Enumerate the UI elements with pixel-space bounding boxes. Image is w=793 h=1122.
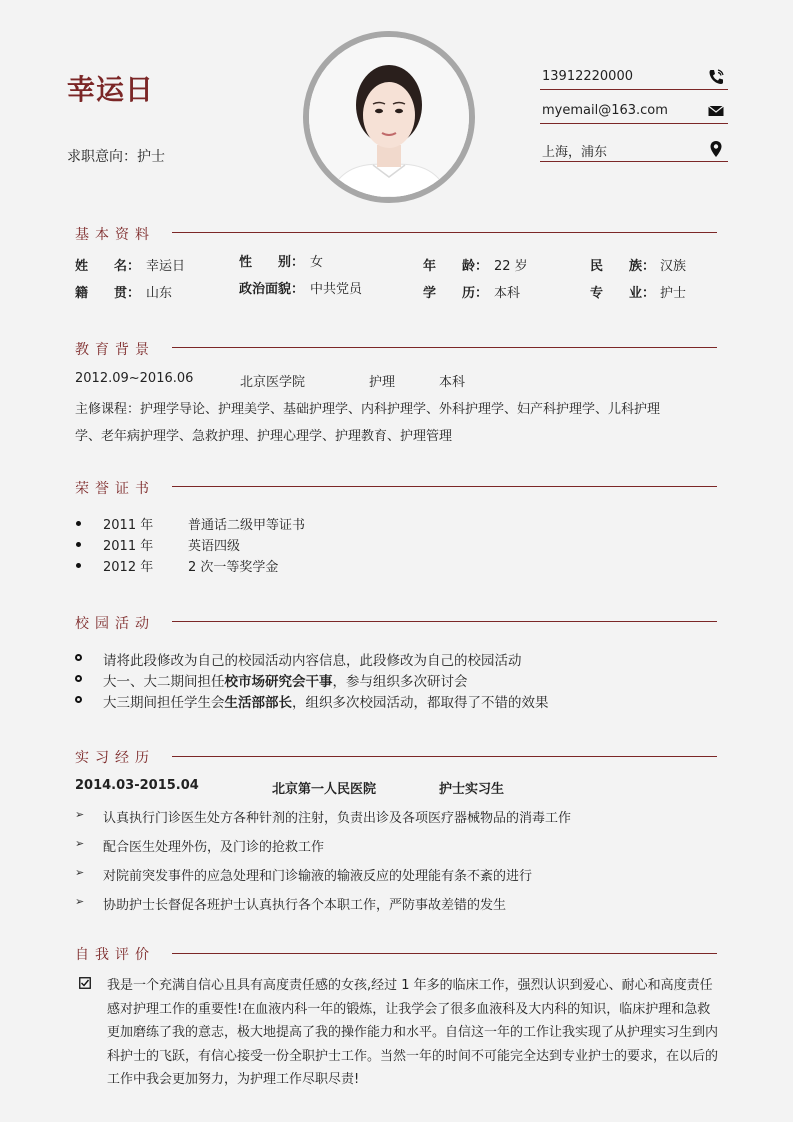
campus-item bbox=[103, 670, 468, 690]
arrow-bullet-icon: ➢ bbox=[75, 895, 85, 908]
campus-item-text: 大一、大二期间担任 bbox=[103, 674, 225, 690]
contact-email bbox=[540, 100, 728, 124]
section-divider bbox=[172, 953, 717, 954]
honor-year: 2011 年 bbox=[103, 539, 154, 554]
label-age: 年 龄： bbox=[423, 259, 489, 274]
honor-year: 2011 年 bbox=[103, 518, 154, 533]
section-divider bbox=[172, 621, 717, 622]
campus-item-text: ，组织多次校园活动，都取得了不错的效果 bbox=[292, 695, 549, 711]
section-divider bbox=[172, 486, 717, 487]
arrow-bullet-icon: ➢ bbox=[75, 837, 85, 850]
job-intent: 求职意向：护士 bbox=[67, 149, 165, 165]
bullet-ring bbox=[75, 696, 82, 703]
section-title-honors: 荣誉证书 bbox=[75, 481, 155, 497]
campus-item bbox=[103, 691, 549, 711]
label-hometown: 籍 贯： bbox=[75, 286, 141, 301]
bullet-ring bbox=[75, 675, 82, 682]
label-ethnicity: 民 族： bbox=[590, 259, 656, 274]
education-period: 2012.09~2016.06 bbox=[75, 371, 194, 386]
section-title-campus: 校园活动 bbox=[75, 616, 155, 632]
bullet-dot bbox=[76, 542, 81, 547]
section-title-education: 教育背景 bbox=[75, 342, 155, 358]
mail-icon bbox=[707, 102, 725, 120]
location-text: 上海，浦东 bbox=[542, 145, 608, 160]
honor-year: 2012 年 bbox=[103, 560, 154, 575]
honor-name: 英语四级 bbox=[188, 539, 241, 554]
value-hometown: 山东 bbox=[146, 286, 173, 301]
honor-name: 普通话二级甲等证书 bbox=[188, 518, 306, 533]
value-major: 护士 bbox=[660, 286, 687, 301]
honor-name: 2 次一等奖学金 bbox=[188, 560, 279, 575]
campus-item-text: ，参与组织多次研讨会 bbox=[332, 674, 468, 690]
value-age: 22 岁 bbox=[494, 259, 528, 274]
section-title-basic: 基本资料 bbox=[75, 227, 155, 243]
internship-item: 对院前突发事件的应急处理和门诊输液的输液反应的处理能有条不紊的进行 bbox=[103, 869, 533, 884]
email-address: myemail@163.com bbox=[542, 103, 668, 118]
section-divider bbox=[172, 347, 717, 348]
section-divider bbox=[172, 232, 717, 233]
internship-item: 认真执行门诊医生处方各种针剂的注射，负责出诊及各项医疗器械物品的消毒工作 bbox=[103, 811, 572, 826]
courses-line: 学、老年病护理学、急救护理、护理心理学、护理教育、护理管理 bbox=[75, 429, 453, 444]
location-pin-icon bbox=[707, 140, 725, 158]
bullet-dot bbox=[76, 521, 81, 526]
section-title-self: 自我评价 bbox=[75, 947, 155, 963]
internship-period: 2014.03-2015.04 bbox=[75, 778, 199, 793]
value-name: 幸运日 bbox=[146, 259, 186, 274]
education-degree: 本科 bbox=[439, 375, 466, 390]
candidate-name: 幸运日 bbox=[67, 73, 155, 106]
label-political: 政治面貌： bbox=[239, 282, 305, 297]
phone-number: 13912220000 bbox=[542, 69, 633, 84]
campus-item-highlight: 生活部部长 bbox=[224, 695, 292, 711]
profile-photo bbox=[303, 31, 475, 203]
campus-item-text: 大三期间担任学生会 bbox=[103, 695, 225, 711]
contact-phone bbox=[540, 66, 728, 90]
contact-location bbox=[540, 138, 728, 162]
bullet-ring bbox=[75, 654, 82, 661]
label-name: 姓 名： bbox=[75, 259, 141, 274]
section-divider bbox=[172, 756, 717, 757]
internship-item: 配合医生处理外伤，及门诊的抢救工作 bbox=[103, 840, 325, 855]
internship-company: 北京第一人民医院 bbox=[272, 782, 377, 797]
label-education: 学 历： bbox=[423, 286, 489, 301]
courses-line: 主修课程：护理学导论、护理美学、基础护理学、内科护理学、外科护理学、妇产科护理学、儿科护理 bbox=[75, 402, 661, 417]
value-ethnicity: 汉族 bbox=[660, 259, 687, 274]
arrow-bullet-icon: ➢ bbox=[75, 866, 85, 879]
value-gender: 女 bbox=[310, 255, 324, 270]
internship-role: 护士实习生 bbox=[439, 782, 505, 797]
label-gender: 性 别： bbox=[239, 255, 305, 270]
portrait-illustration bbox=[309, 37, 469, 197]
phone-icon bbox=[707, 68, 725, 86]
bullet-dot bbox=[76, 563, 81, 568]
education-major: 护理 bbox=[369, 375, 396, 390]
campus-item-highlight: 校市场研究会干事 bbox=[224, 674, 333, 690]
label-major: 专 业： bbox=[590, 286, 656, 301]
section-title-internship: 实习经历 bbox=[75, 750, 155, 766]
self-evaluation-text: 我是一个充满自信心且具有高度责任感的女孩,经过 1 年多的临床工作，强烈认识到爱心、耐心和高度责任感对护理工作的重要性!在血液内科一年的锻炼，让我学会了很多血液科及大内科的知识，临床护理和急救更加磨练了我的意志，极大地提高了我的操作能力和水平。自信这一年的工作让我实现了从护理实习生到内科护士的飞跃，有信心接受一份全职护士工作。当然一年的时间不可能完全达到专业护士的要求，在以后的工作中我会更加努力，为护理工作尽职尽责! bbox=[107, 978, 719, 1088]
arrow-bullet-icon: ➢ bbox=[75, 808, 85, 821]
checkbox-checked-icon bbox=[79, 977, 91, 989]
value-education: 本科 bbox=[494, 286, 521, 301]
internship-item: 协助护士长督促各班护士认真执行各个本职工作，严防事故差错的发生 bbox=[103, 898, 507, 913]
value-political: 中共党员 bbox=[310, 282, 363, 297]
campus-item: 请将此段修改为自己的校园活动内容信息，此段修改为自己的校园活动 bbox=[103, 653, 522, 669]
education-school: 北京医学院 bbox=[240, 375, 306, 390]
